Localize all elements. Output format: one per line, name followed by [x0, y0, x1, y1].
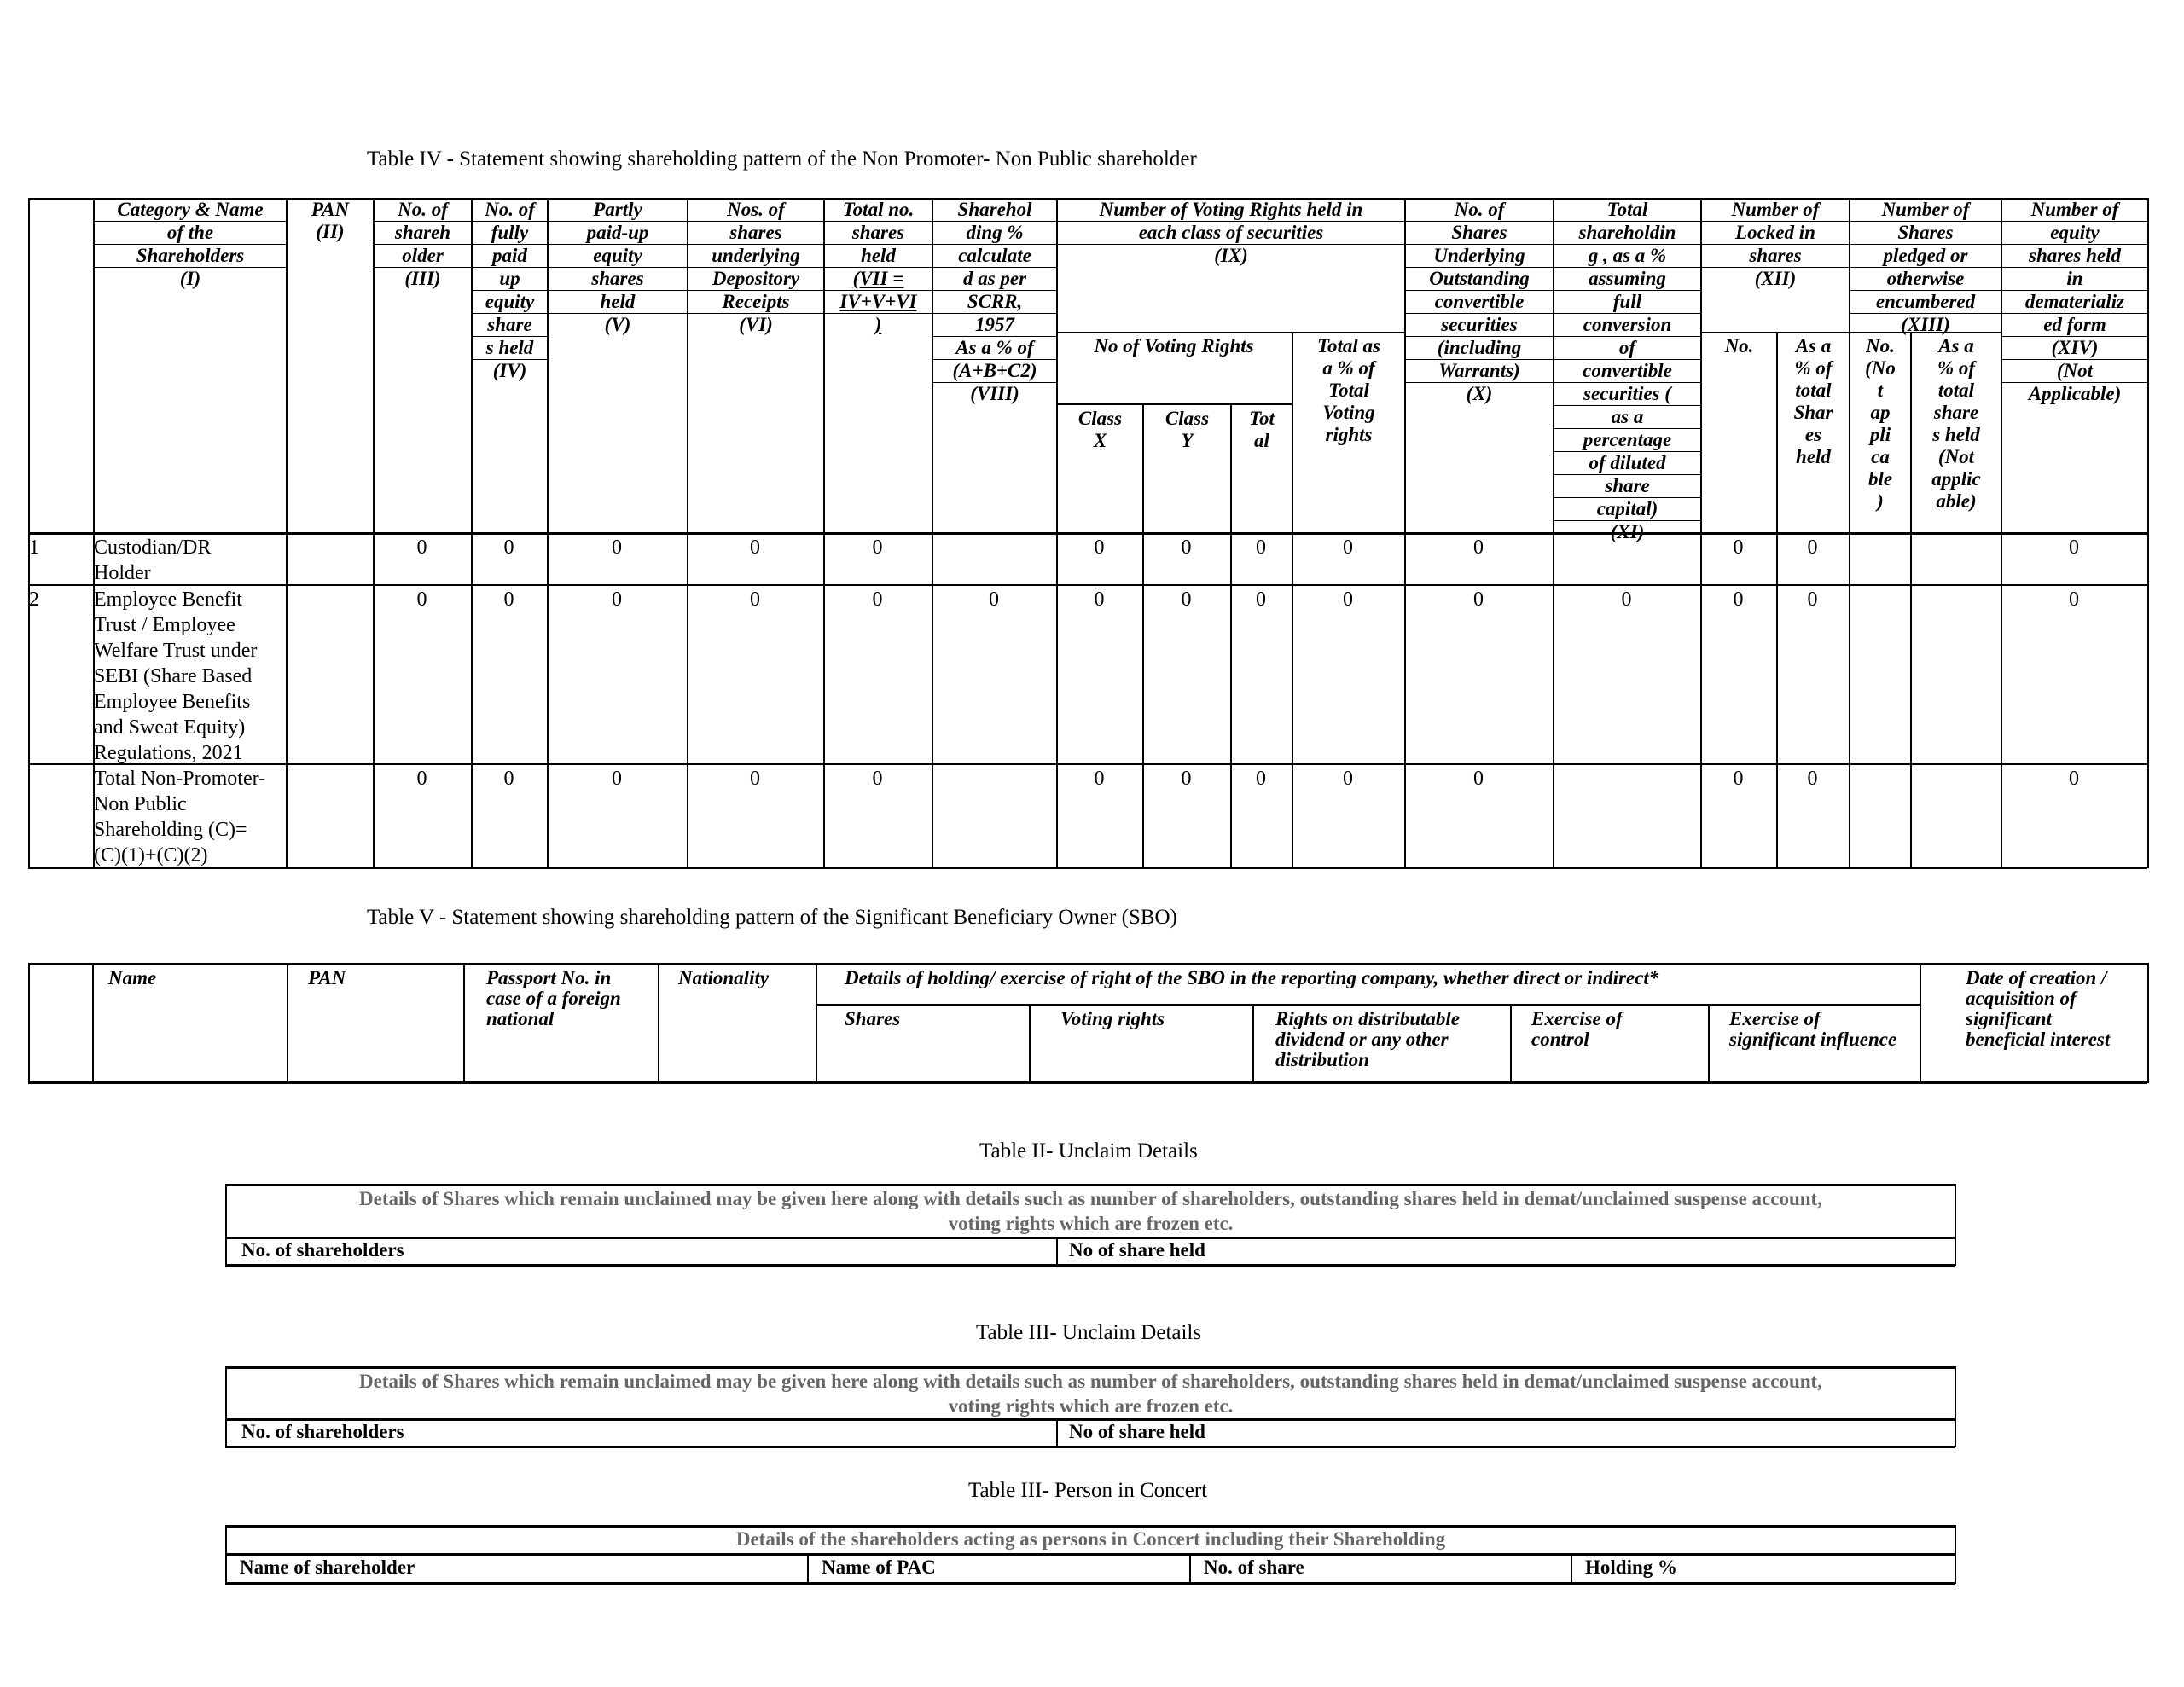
header-total-pct-line: Total as — [1317, 335, 1380, 357]
header-fully-paid-line: No. of — [473, 199, 547, 222]
header-no-shareholder-line: older — [375, 245, 471, 268]
header-locked-no — [1702, 335, 1776, 357]
row-value: 0 — [503, 588, 514, 611]
row-value: 0 — [750, 536, 760, 559]
header-locked-line: Locked in — [1702, 222, 1849, 245]
header-shareholding-pct-line: SCRR, — [933, 291, 1056, 314]
header-total — [1232, 408, 1292, 452]
header-total-shareholding-conv-line: g , as a % — [1554, 245, 1700, 268]
row-value: 0 — [989, 588, 999, 611]
row-value: 0 — [503, 768, 514, 790]
row-value: 0 — [1094, 588, 1105, 611]
table-rule — [287, 963, 288, 1083]
table-rule — [1230, 403, 1232, 868]
table-rule — [28, 963, 2147, 965]
row-value: 0 — [612, 768, 622, 790]
header-total-shares-line: IV+V+VI — [825, 291, 932, 314]
header-locked — [1702, 199, 1849, 290]
header-exercise-control-line: control — [1531, 1029, 1589, 1050]
header-pledged-line: (XIII) — [1901, 314, 1950, 335]
row-value: 0 — [1181, 768, 1192, 790]
header-fully-paid-line: s held — [473, 337, 547, 360]
pac-title: Table III- Person in Concert — [968, 1479, 1208, 1502]
header-total-pct — [1293, 335, 1404, 446]
table-rule — [658, 963, 659, 1083]
header-pledged-line: encumbered — [1850, 291, 2001, 314]
header-pledged-pct-line: applic — [1931, 468, 1981, 490]
header-exercise-control-line: Exercise of — [1531, 1008, 1623, 1029]
header-depository-line: Depository — [688, 268, 823, 291]
header-pledged-pct-line: As a — [1938, 335, 1974, 357]
row-category-name — [94, 766, 286, 868]
row-value: 0 — [503, 536, 514, 559]
table-rule — [28, 198, 30, 868]
header-date-creation — [1966, 968, 2145, 1050]
table-rule — [28, 963, 30, 1083]
row-value: 0 — [872, 768, 883, 790]
header-date-creation-line: beneficial interest — [1966, 1029, 2111, 1050]
row-value: 0 — [1621, 588, 1632, 611]
header-locked-line: (XII) — [1754, 268, 1797, 289]
header-pledged — [1850, 199, 2001, 336]
row-name-line: Employee Benefit — [94, 588, 242, 611]
details-line: Details of Shares which remain unclaimed may be given here along with details such as number of shareholders, outstanding shares held in demat/unclaimed suspense account, — [359, 1371, 1822, 1392]
header-category-line: Shareholders — [95, 245, 286, 268]
header-pledged-no-line: ble — [1867, 468, 1893, 490]
row-name-line: Total Non-Promoter- — [94, 768, 266, 790]
row-value: 0 — [1807, 588, 1818, 611]
header-fully-paid-line: equity — [473, 291, 547, 314]
row-value: 0 — [2069, 768, 2079, 790]
header-underlying-outstanding-line: convertible — [1406, 291, 1553, 314]
header-nationality: Nationality — [678, 967, 770, 988]
row-value: 0 — [1807, 768, 1818, 790]
header-partly-paid-line: Partly — [549, 199, 687, 222]
row-value: 0 — [1807, 536, 1818, 559]
details-line: Details of Shares which remain unclaimed may be given here along with details such as number of shareholders, outstanding shares held in demat/unclaimed suspense account, — [359, 1188, 1822, 1209]
header-total-pct-line: Total — [1328, 380, 1369, 401]
table-rule — [1708, 1004, 1710, 1083]
header-pledged-pct-line: share — [1933, 402, 1979, 423]
header-fully-paid-line: fully — [473, 222, 547, 245]
header-passport-line: Passport No. in — [486, 967, 612, 988]
header-class-x — [1058, 408, 1142, 452]
header-details: Details of holding/ exercise of right of the SBO in the reporting company, whether direct or indirect* — [845, 967, 1659, 988]
table3-title: Table III- Unclaim Details — [976, 1321, 1202, 1344]
header-pan-line: (II) — [316, 221, 345, 242]
details-line: voting rights which are frozen etc. — [948, 1395, 1234, 1417]
pac-header-col4: Holding % — [1585, 1557, 1678, 1578]
pac-header-col1: Name of shareholder — [240, 1557, 415, 1578]
row-value: 0 — [416, 768, 427, 790]
header-no-shareholder-line: No. of — [375, 199, 471, 222]
header-demat-line: shares held — [2002, 245, 2147, 268]
row-serial: 2 — [29, 588, 39, 611]
header-total-pct-line: a % of — [1322, 357, 1375, 379]
table5-title: Table V - Statement showing shareholding pattern of the Significant Beneficiary Owner (SBO) — [367, 906, 1177, 929]
row-value: 0 — [1256, 536, 1266, 559]
header-passport-line: national — [486, 1008, 555, 1029]
header-shareholding-pct — [933, 199, 1056, 405]
header-demat — [2002, 199, 2147, 405]
table-rule — [1700, 332, 1849, 333]
header-locked-pct-line: es — [1804, 424, 1822, 445]
header-depository-line: Receipts — [688, 291, 823, 314]
table-rule — [1056, 332, 1404, 333]
table-rule — [816, 1004, 1920, 1006]
row-name-line: Non Public — [94, 793, 187, 815]
header-locked-line: shares — [1702, 245, 1849, 268]
row-name-line: Custodian/DR — [94, 536, 212, 559]
header-pan-line: PAN — [311, 199, 350, 220]
header-exercise-control — [1531, 1009, 1702, 1050]
header-date-creation-line: acquisition of — [1966, 988, 2077, 1009]
row-name-line: Shareholding (C)= — [94, 819, 247, 841]
row-value: 0 — [2069, 588, 2079, 611]
header-partly-paid-line: (V) — [604, 314, 631, 335]
row-value: 0 — [1343, 536, 1353, 559]
header-passport-line: case of a foreign — [486, 988, 621, 1009]
header-underlying-outstanding-line: Underlying — [1406, 245, 1553, 268]
header-total-shareholding-conv-line: capital) — [1554, 498, 1700, 521]
table-rule — [1252, 1004, 1254, 1083]
row-value: 0 — [1181, 536, 1192, 559]
row-value: 0 — [416, 588, 427, 611]
header-no-of-voting-rights: No of Voting Rights — [1094, 335, 1254, 357]
table-rule — [1056, 1237, 1058, 1266]
table-rule — [225, 1264, 1955, 1267]
header-fully-paid-line: share — [473, 314, 547, 337]
table-rule — [1142, 403, 1144, 868]
row-name-line: Regulations, 2021 — [94, 742, 243, 764]
header-total-shareholding-conv-line: full — [1554, 291, 1700, 314]
header-shareholding-pct-line: ding % — [933, 222, 1056, 245]
header-depository-line: (VI) — [739, 314, 773, 335]
header-fully-paid-line: (IV) — [492, 360, 527, 381]
header-pan: PAN — [308, 967, 346, 988]
header-rights-dividend-line: Rights on distributable — [1275, 1008, 1461, 1029]
table-rule — [28, 584, 2147, 586]
row-value: 0 — [1473, 768, 1484, 790]
header-total-shareholding-conv-line: percentage — [1554, 429, 1700, 452]
header-pledged-pct-line: (Not — [1937, 446, 1975, 467]
header-total-shares-line: ) — [874, 314, 882, 335]
header-rights-dividend-line: distribution — [1275, 1049, 1369, 1070]
header-total-shareholding-conv-line: assuming — [1554, 268, 1700, 291]
header-locked-pct — [1778, 335, 1849, 468]
row-name-line: Trust / Employee — [94, 614, 235, 636]
header-total-pct-line: Voting — [1322, 402, 1375, 423]
header-fully-paid-line: up — [473, 268, 547, 291]
header-pledged-no-line: pli — [1869, 424, 1891, 445]
header-pledged-no-line: ) — [1877, 490, 1884, 512]
row-value: 0 — [1181, 588, 1192, 611]
header-locked-no-line: No. — [1724, 335, 1754, 357]
header-total-shares-line: held — [825, 245, 932, 268]
row-value: 0 — [1473, 588, 1484, 611]
header-name: Name — [108, 967, 157, 988]
header-exercise-influence-line: significant influence — [1729, 1029, 1897, 1050]
header-pledged-no-line: (No — [1865, 357, 1896, 379]
header-shareholding-pct-line: calculate — [933, 245, 1056, 268]
row-name-line: and Sweat Equity) — [94, 716, 246, 739]
row-value: 0 — [1473, 536, 1484, 559]
header-total-pct-line: rights — [1325, 424, 1373, 445]
header-class-y — [1144, 408, 1230, 452]
row-value: 0 — [750, 588, 760, 611]
header-total-shareholding-conv-line: of — [1554, 337, 1700, 360]
row-name-line: (C)(1)+(C)(2) — [94, 844, 208, 867]
table-rule — [28, 1081, 2147, 1084]
header-category-line: of the — [95, 222, 286, 245]
header-pan — [288, 199, 373, 243]
row-serial: 1 — [29, 536, 39, 559]
header-pledged-pct-line: s held — [1932, 424, 1980, 445]
table-rule — [225, 1446, 1955, 1448]
header-pledged-no-line: ca — [1871, 446, 1890, 467]
row-value: 0 — [2069, 536, 2079, 559]
header-pledged-pct-line: total — [1937, 380, 1975, 401]
header-rights-dividend-line: dividend or any other — [1275, 1029, 1449, 1050]
header-no-of-shareholders: No. of shareholders — [241, 1239, 404, 1261]
header-shares: Shares — [845, 1008, 901, 1029]
row-name-line: Holder — [94, 562, 151, 584]
header-locked-pct-line: held — [1796, 446, 1831, 467]
row-value: 0 — [750, 768, 760, 790]
row-value: 0 — [1733, 588, 1744, 611]
header-shareholding-pct-line: (A+B+C2) — [933, 360, 1056, 383]
header-shareholding-pct-line: d as per — [933, 268, 1056, 291]
row-value: 0 — [872, 536, 883, 559]
header-shareholding-pct-line: Sharehol — [933, 199, 1056, 222]
header-pledged-pct — [1912, 335, 2001, 513]
row-value: 0 — [612, 588, 622, 611]
table-rule — [1510, 1004, 1512, 1083]
header-partly-paid — [549, 199, 687, 336]
header-exercise-influence-line: Exercise of — [1729, 1008, 1821, 1029]
header-total-shares-line: Total no. — [825, 199, 932, 222]
header-partly-paid-line: equity — [549, 245, 687, 268]
details-line: voting rights which are frozen etc. — [948, 1213, 1234, 1234]
header-shareholding-pct-line: As a % of — [933, 337, 1056, 360]
header-no-shareholder-line: (III) — [404, 268, 441, 289]
header-partly-paid-line: shares — [549, 268, 687, 291]
header-exercise-influence — [1729, 1009, 1919, 1050]
header-total-line: al — [1254, 430, 1269, 451]
header-shareholding-pct-line: 1957 — [933, 314, 1056, 337]
header-date-creation-line: significant — [1966, 1008, 2052, 1029]
unclaim-details-text — [227, 1186, 1955, 1236]
header-pledged-pct-line: able) — [1936, 490, 1977, 512]
header-pledged-no-line: t — [1877, 380, 1884, 401]
table-rule — [1571, 1553, 1572, 1584]
table-rule — [225, 1582, 1955, 1585]
table-rule — [1955, 1525, 1956, 1584]
row-value: 0 — [1733, 536, 1744, 559]
header-no-of-share-held: No of share held — [1069, 1421, 1205, 1442]
header-demat-line: in — [2002, 268, 2147, 291]
table2-title: Table II- Unclaim Details — [979, 1139, 1198, 1162]
table-rule — [28, 867, 2147, 869]
table-rule — [1955, 1366, 1956, 1447]
header-class-y-line: Y — [1181, 430, 1194, 451]
row-name-line: SEBI (Share Based — [94, 665, 253, 687]
table-rule — [1920, 963, 1921, 1083]
header-no-shareholder-line: shareh — [375, 222, 471, 245]
header-underlying-outstanding-line: securities — [1406, 314, 1553, 337]
row-value: 0 — [612, 536, 622, 559]
header-pledged-no — [1850, 335, 1910, 513]
header-shareholding-pct-line: (VIII) — [970, 383, 1019, 404]
header-total-shareholding-conv-line: (XI) — [1610, 521, 1645, 542]
header-no-of-shareholders: No. of shareholders — [241, 1421, 404, 1442]
header-total-shares-line: (VII = — [825, 268, 932, 291]
header-total-shareholding-conv-line: as a — [1554, 406, 1700, 429]
header-pledged-no-line: ap — [1870, 402, 1891, 423]
table-rule — [225, 1553, 1955, 1556]
header-demat-line: equity — [2002, 222, 2147, 245]
header-pledged-line: otherwise — [1850, 268, 2001, 291]
header-locked-pct-line: total — [1795, 380, 1832, 401]
table-rule — [2147, 963, 2149, 1083]
row-value: 0 — [416, 536, 427, 559]
row-category-name — [94, 535, 286, 586]
table-rule — [28, 763, 2147, 765]
header-voting-rights — [1058, 199, 1404, 267]
row-value: 0 — [1256, 768, 1266, 790]
header-locked-pct-line: As a — [1795, 335, 1832, 357]
header-category — [95, 199, 286, 290]
table-rule — [1029, 1004, 1031, 1083]
header-pledged-line: pledged or — [1850, 245, 2001, 268]
header-partly-paid-line: held — [549, 291, 687, 314]
header-underlying-outstanding — [1406, 199, 1553, 405]
header-pledged-no-line: No. — [1866, 335, 1895, 357]
header-category-line: (I) — [179, 268, 201, 289]
header-underlying-outstanding-line: Warrants) — [1406, 360, 1553, 383]
pac-header-col2: Name of PAC — [822, 1557, 936, 1578]
header-depository-line: Nos. of — [688, 199, 823, 222]
header-underlying-outstanding-line: Shares — [1406, 222, 1553, 245]
header-class-x-line: Class — [1077, 408, 1123, 429]
header-total-shareholding-conv-line: share — [1554, 475, 1700, 498]
row-value: 0 — [1094, 536, 1105, 559]
header-demat-line: Number of — [2002, 199, 2147, 222]
header-pledged-line: Shares — [1850, 222, 2001, 245]
header-fully-paid-line: paid — [473, 245, 547, 268]
table-rule — [1056, 403, 1292, 405]
table-rule — [1056, 1418, 1058, 1447]
header-demat-line: Applicable) — [2028, 383, 2122, 404]
table-rule — [92, 963, 94, 1083]
header-voting-rights-line: (IX) — [1214, 245, 1248, 266]
header-total-shareholding-conv-line: conversion — [1554, 314, 1700, 337]
table-rule — [2147, 198, 2149, 868]
header-total-shareholding-conv-line: of diluted — [1554, 452, 1700, 475]
header-underlying-outstanding-line: No. of — [1406, 199, 1553, 222]
unclaim-details-text — [227, 1369, 1955, 1418]
header-locked-pct-line: % of — [1794, 357, 1833, 379]
table-rule — [286, 198, 288, 868]
table-rule — [1955, 1184, 1956, 1266]
header-demat-line: (Not — [2002, 360, 2147, 383]
pac-details-text: Details of the shareholders acting as persons in Concert including their Shareholding — [735, 1528, 1446, 1550]
header-total-shareholding-conv-line: Total — [1554, 199, 1700, 222]
header-pledged-line: Number of — [1850, 199, 2001, 222]
header-total-shareholding-conv-line: convertible — [1554, 360, 1700, 383]
header-total-shares-line: shares — [825, 222, 932, 245]
row-name-line: Welfare Trust under — [94, 640, 258, 662]
table-rule — [1189, 1553, 1191, 1584]
header-depository-line: underlying — [688, 245, 823, 268]
header-no-shareholder — [375, 199, 471, 290]
header-voting-rights-line: Number of Voting Rights held in — [1058, 199, 1404, 222]
header-underlying-outstanding-line: Outstanding — [1406, 268, 1553, 291]
row-value: 0 — [872, 588, 883, 611]
row-value: 0 — [1343, 588, 1353, 611]
header-underlying-outstanding-line: (including — [1406, 337, 1553, 360]
header-voting-rights-line: each class of securities — [1058, 222, 1404, 245]
header-demat-line: dematerializ — [2002, 291, 2147, 314]
header-underlying-outstanding-line: (X) — [1466, 383, 1493, 404]
header-fully-paid — [473, 199, 547, 382]
header-date-creation-line: Date of creation / — [1966, 967, 2107, 988]
header-class-y-line: Class — [1165, 408, 1210, 429]
header-demat-line: (XIV) — [2002, 337, 2147, 360]
header-voting-rights: Voting rights — [1060, 1008, 1165, 1029]
row-name-line: Employee Benefits — [94, 691, 251, 713]
row-category-name — [94, 587, 286, 766]
header-passport — [486, 968, 648, 1029]
header-no-of-share-held: No of share held — [1069, 1239, 1205, 1261]
table-rule — [816, 963, 817, 1083]
header-total-shares — [825, 199, 932, 336]
table-rule — [807, 1553, 809, 1584]
header-pledged-pct-line: % of — [1937, 357, 1976, 379]
row-value: 0 — [1733, 768, 1744, 790]
header-locked-line: Number of — [1702, 199, 1849, 222]
header-depository — [688, 199, 823, 336]
header-rights-dividend — [1275, 1009, 1497, 1070]
row-value: 0 — [1094, 768, 1105, 790]
header-class-x-line: X — [1093, 430, 1107, 451]
header-category-line: Category & Name — [95, 199, 286, 222]
header-total-shareholding-conv-line: securities ( — [1554, 383, 1700, 406]
row-value: 0 — [1256, 588, 1266, 611]
pac-header-col3: No. of share — [1204, 1557, 1304, 1578]
header-depository-line: shares — [688, 222, 823, 245]
row-value: 0 — [1343, 768, 1353, 790]
header-partly-paid-line: paid-up — [549, 222, 687, 245]
header-locked-pct-line: Shar — [1793, 402, 1833, 423]
header-total-shareholding-conv-line: shareholdin — [1554, 222, 1700, 245]
header-demat-line: ed form — [2002, 314, 2147, 337]
table-rule — [463, 963, 465, 1083]
table4-title: Table IV - Statement showing shareholding pattern of the Non Promoter- Non Public shareholder — [367, 148, 1197, 171]
header-total-line: Tot — [1249, 408, 1275, 429]
header-total-shareholding-conv — [1554, 199, 1700, 543]
